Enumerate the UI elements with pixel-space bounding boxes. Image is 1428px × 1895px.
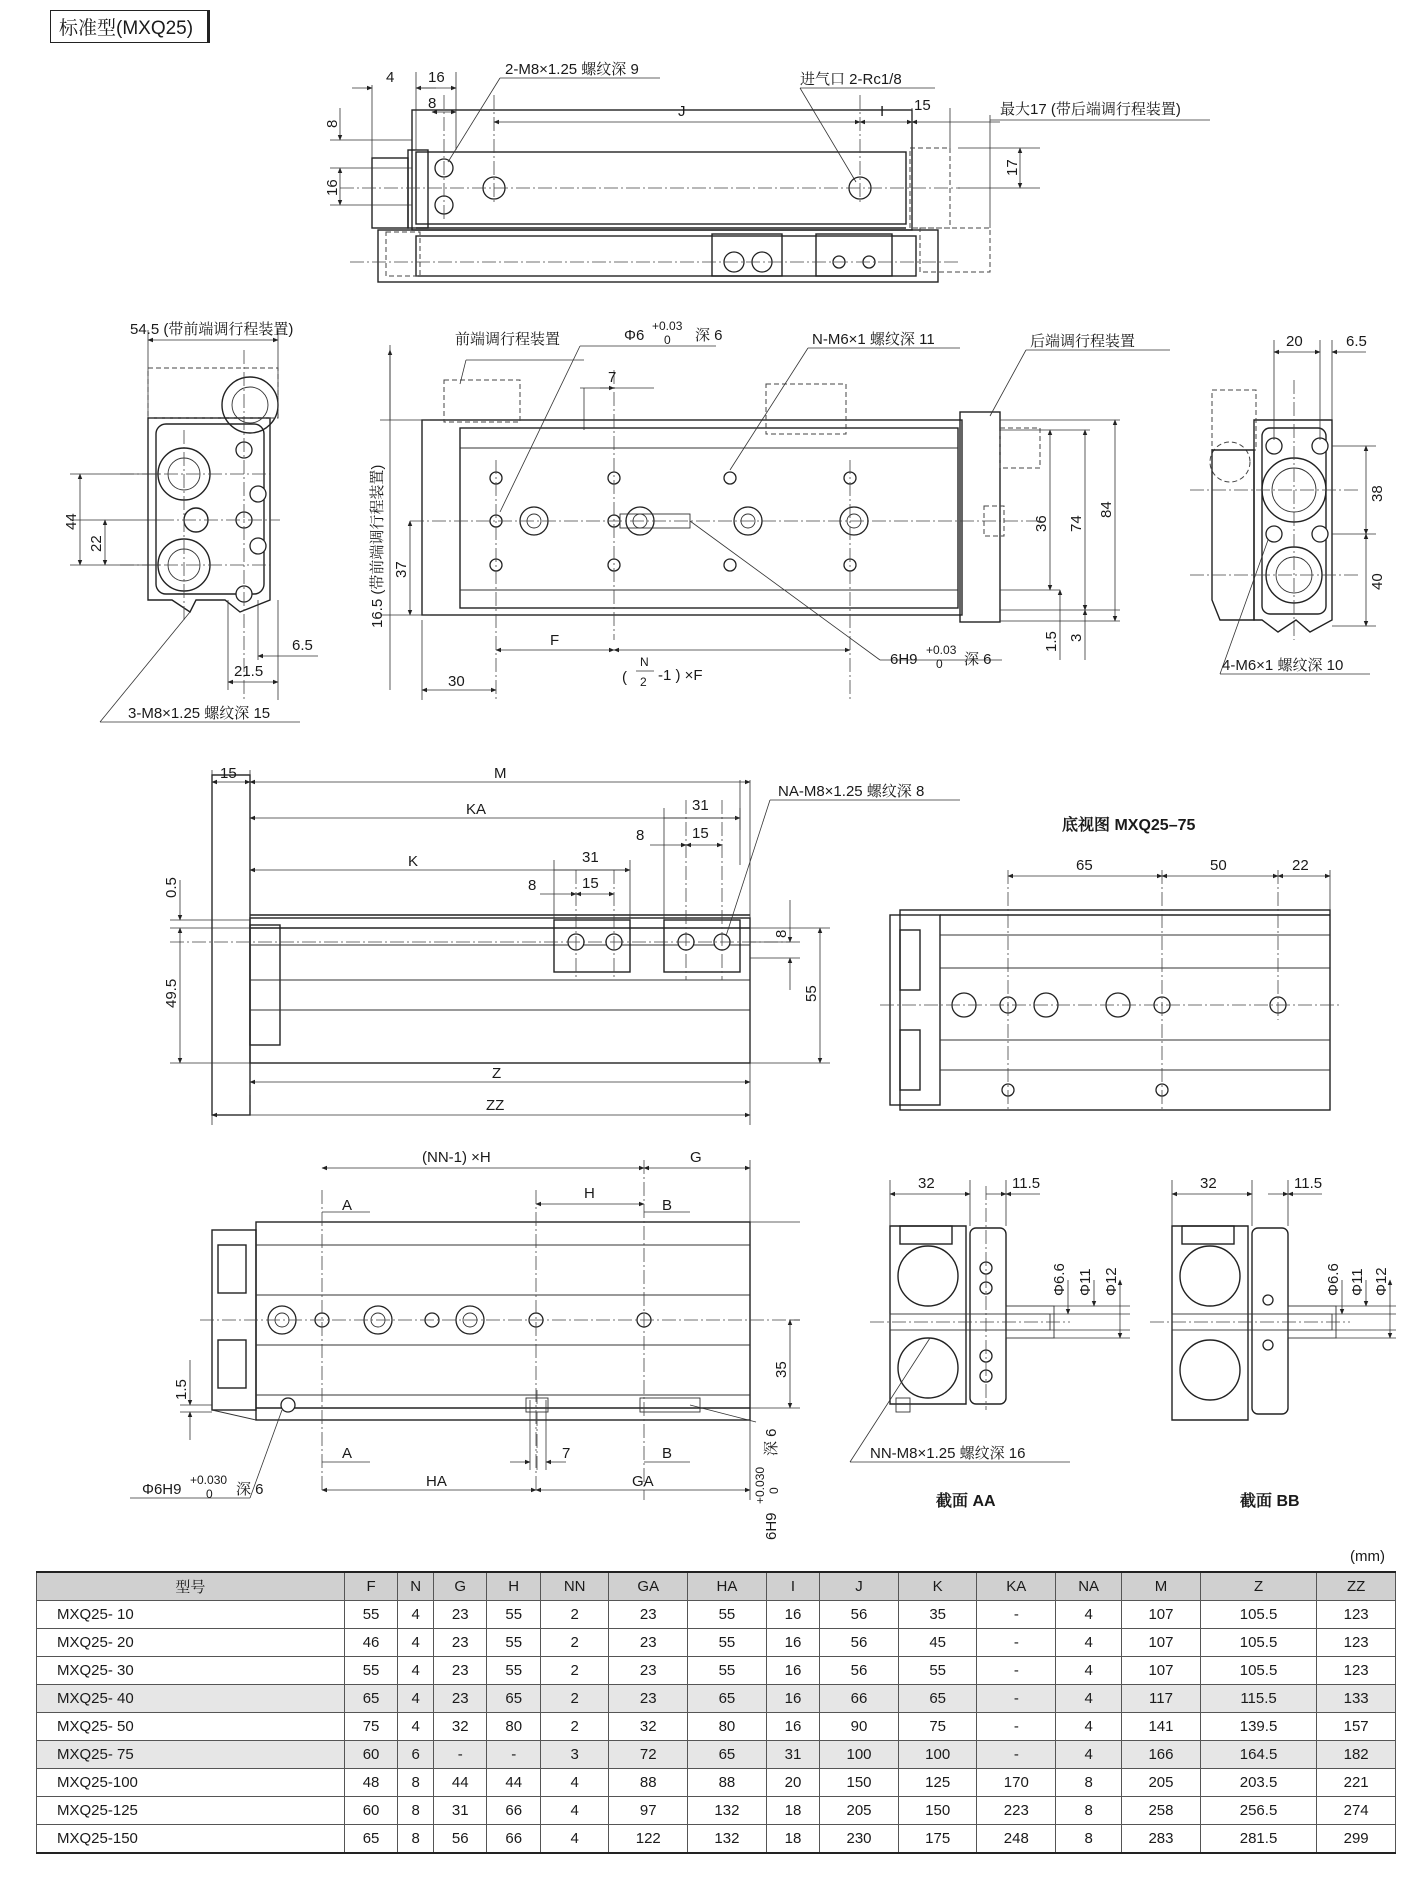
table-cell: 175 — [898, 1825, 977, 1854]
dim-label: 32 — [1200, 1175, 1217, 1192]
table-cell: 23 — [434, 1685, 487, 1713]
end-view-right — [1190, 333, 1386, 674]
table-cell: 258 — [1122, 1797, 1201, 1825]
table-cell: 55 — [344, 1657, 397, 1685]
table-cell: 203.5 — [1200, 1769, 1316, 1797]
table-cell: 55 — [688, 1601, 767, 1629]
dim-label: 8 — [324, 119, 341, 128]
dim-label: B — [662, 1445, 673, 1462]
dim-label: Φ11 — [1349, 1268, 1366, 1296]
table-cell: 97 — [609, 1797, 688, 1825]
dim-label: 35 — [773, 1361, 790, 1378]
view-title: 底视图 MXQ25–75 — [1062, 817, 1196, 834]
table-cell: 88 — [688, 1769, 767, 1797]
dim-label: 7 — [562, 1445, 571, 1462]
dim-label: 32 — [918, 1175, 935, 1192]
table-cell: 205 — [820, 1797, 899, 1825]
column-header: J — [820, 1572, 899, 1601]
table-cell: 4 — [1056, 1601, 1122, 1629]
table-cell: 6 — [398, 1741, 434, 1769]
top-view — [324, 61, 1210, 282]
table-cell: 100 — [820, 1741, 899, 1769]
dim-label: 21.5 — [234, 663, 264, 680]
callout-label: 深 6 — [695, 327, 723, 344]
lower-view — [130, 1149, 800, 1540]
callout-label: Φ6 — [624, 327, 645, 344]
dim-label: I — [880, 103, 885, 120]
table-cell: 170 — [977, 1769, 1056, 1797]
dim-label: 16 — [324, 179, 341, 196]
callout-label: 6H9 — [890, 651, 918, 668]
table-cell: 4 — [1056, 1713, 1122, 1741]
table-cell: 65 — [898, 1685, 977, 1713]
dim-label: 37 — [393, 561, 410, 578]
table-cell: 35 — [898, 1601, 977, 1629]
column-header: I — [766, 1572, 819, 1601]
table-cell: 16 — [766, 1713, 819, 1741]
callout-label: 后端调行程装置 — [1030, 333, 1136, 350]
table-cell: 23 — [434, 1601, 487, 1629]
formula-paren: ( — [622, 669, 627, 686]
table-cell: 23 — [609, 1629, 688, 1657]
model-cell: MXQ25- 20 — [37, 1629, 345, 1657]
tolerance: 0 — [936, 657, 943, 671]
dim-label: 15 — [692, 825, 709, 842]
table-cell: 65 — [487, 1685, 540, 1713]
front-view-holes — [490, 472, 868, 571]
dim-label: 6.5 — [292, 637, 313, 654]
callout-label: 6H9 — [763, 1512, 780, 1540]
dim-label: 15 — [220, 765, 237, 782]
tolerance: +0.030 — [190, 1473, 228, 1487]
column-header: NN — [540, 1572, 609, 1601]
tolerance: 0 — [206, 1487, 213, 1501]
table-cell: 66 — [487, 1825, 540, 1854]
table-cell: - — [977, 1713, 1056, 1741]
column-header: G — [434, 1572, 487, 1601]
table-row — [37, 1797, 1396, 1825]
table-cell: 8 — [398, 1797, 434, 1825]
table-cell: 18 — [766, 1797, 819, 1825]
table-cell: 32 — [609, 1713, 688, 1741]
callout-label: 3-M8×1.25 螺纹深 15 — [128, 705, 271, 722]
table-cell: 105.5 — [1200, 1601, 1316, 1629]
dim-label: 1.5 — [173, 1379, 190, 1400]
table-cell: 274 — [1317, 1797, 1396, 1825]
table-cell: 107 — [1122, 1629, 1201, 1657]
table-cell: 66 — [487, 1797, 540, 1825]
table-row — [37, 1657, 1396, 1685]
dim-label: 49.5 — [163, 978, 180, 1008]
dim-label: 22 — [1292, 857, 1309, 874]
column-header: KA — [977, 1572, 1056, 1601]
dim-label: ZZ — [486, 1097, 505, 1114]
dim-label: J — [678, 103, 686, 120]
model-cell: MXQ25-100 — [37, 1769, 345, 1797]
table-cell: 4 — [398, 1713, 434, 1741]
table-cell: 105.5 — [1200, 1629, 1316, 1657]
callout-label: 深 6 — [763, 1428, 780, 1456]
column-header: ZZ — [1317, 1572, 1396, 1601]
column-header: K — [898, 1572, 977, 1601]
table-cell: 4 — [398, 1601, 434, 1629]
table-cell: 107 — [1122, 1601, 1201, 1629]
table-row — [37, 1825, 1396, 1854]
dim-label: A — [342, 1445, 353, 1462]
table-row — [37, 1601, 1396, 1629]
dim-label: 1.5 — [1043, 631, 1060, 652]
callout-label: NA-M8×1.25 螺纹深 8 — [778, 783, 925, 800]
table-cell: 32 — [434, 1713, 487, 1741]
table-cell: 23 — [434, 1657, 487, 1685]
table-cell: 230 — [820, 1825, 899, 1854]
column-header: HA — [688, 1572, 767, 1601]
dim-label: 20 — [1286, 333, 1303, 350]
dim-label: GA — [632, 1473, 654, 1490]
dimension-table — [36, 1571, 1396, 1854]
tolerance: 0 — [767, 1487, 781, 1494]
table-cell: 4 — [1056, 1629, 1122, 1657]
table-cell: 117 — [1122, 1685, 1201, 1713]
table-cell: 2 — [540, 1601, 609, 1629]
table-cell: 157 — [1317, 1713, 1396, 1741]
table-cell: 8 — [1056, 1797, 1122, 1825]
dim-label: 36 — [1033, 515, 1050, 532]
table-cell: - — [977, 1629, 1056, 1657]
table-cell: 55 — [898, 1657, 977, 1685]
table-cell: 132 — [688, 1797, 767, 1825]
table-cell: 31 — [434, 1797, 487, 1825]
callout-label: 深 6 — [236, 1481, 264, 1498]
formula-rest: -1 ) ×F — [658, 667, 703, 684]
dim-label: 40 — [1369, 573, 1386, 590]
table-cell: 164.5 — [1200, 1741, 1316, 1769]
dim-label: Φ12 — [1103, 1267, 1120, 1296]
side-view — [163, 765, 960, 1125]
table-cell: 20 — [766, 1769, 819, 1797]
section-bb — [1150, 1175, 1396, 1510]
dim-label: 7 — [608, 369, 617, 386]
tolerance: +0.03 — [926, 643, 957, 657]
dim-label: 15 — [914, 97, 931, 114]
table-cell: 88 — [609, 1769, 688, 1797]
table-cell: 132 — [688, 1825, 767, 1854]
table-cell: 55 — [688, 1657, 767, 1685]
callout-label: 前端调行程装置 — [455, 331, 561, 348]
dim-label: 11.5 — [1012, 1175, 1041, 1192]
table-row — [37, 1741, 1396, 1769]
table-cell: 56 — [820, 1657, 899, 1685]
callout-label: 2-M8×1.25 螺纹深 9 — [505, 61, 639, 78]
table-cell: 248 — [977, 1825, 1056, 1854]
table-cell: 123 — [1317, 1601, 1396, 1629]
table-cell: 8 — [1056, 1769, 1122, 1797]
column-header: 型号 — [37, 1572, 345, 1601]
column-header: Z — [1200, 1572, 1316, 1601]
table-cell: 56 — [820, 1601, 899, 1629]
column-header: F — [344, 1572, 397, 1601]
table-cell: 75 — [344, 1713, 397, 1741]
table-cell: 105.5 — [1200, 1657, 1316, 1685]
table-cell: 299 — [1317, 1825, 1396, 1854]
table-row — [37, 1685, 1396, 1713]
table-cell: 16 — [766, 1601, 819, 1629]
dim-label: 65 — [1076, 857, 1093, 874]
table-cell: 3 — [540, 1741, 609, 1769]
table-cell: 90 — [820, 1713, 899, 1741]
model-cell: MXQ25- 10 — [37, 1601, 345, 1629]
dim-label: 11.5 — [1294, 1175, 1323, 1192]
dim-label: 50 — [1210, 857, 1227, 874]
formula-denominator: 2 — [640, 675, 647, 689]
table-cell: 45 — [898, 1629, 977, 1657]
table-header-row — [37, 1572, 1396, 1601]
table-cell: 8 — [398, 1769, 434, 1797]
table-cell: 48 — [344, 1769, 397, 1797]
dim-label: 17 — [1004, 159, 1021, 176]
section-aa — [850, 1175, 1130, 1510]
dim-label: 31 — [692, 797, 709, 814]
dim-label: 0.5 — [163, 877, 180, 898]
tolerance: +0.030 — [753, 1466, 767, 1504]
table-cell: 56 — [434, 1825, 487, 1854]
dim-label: 3 — [1068, 633, 1085, 642]
dim-label: H — [584, 1185, 595, 1202]
dim-label: 4 — [386, 69, 395, 86]
page-title: 标准型(MXQ25) — [50, 10, 210, 43]
table-cell: 4 — [398, 1657, 434, 1685]
callout-label: 4-M6×1 螺纹深 10 — [1222, 657, 1344, 674]
dim-label: KA — [466, 801, 487, 818]
table-cell: 123 — [1317, 1629, 1396, 1657]
dim-label: K — [408, 853, 419, 870]
dim-label: 16 — [428, 69, 445, 86]
dim-label: 8 — [636, 827, 645, 844]
dim-label: 8 — [428, 95, 437, 112]
table-cell: 107 — [1122, 1657, 1201, 1685]
table-cell: 65 — [688, 1685, 767, 1713]
dim-label: F — [550, 632, 560, 649]
table-cell: 223 — [977, 1797, 1056, 1825]
tolerance: 0 — [664, 333, 671, 347]
table-cell: - — [977, 1685, 1056, 1713]
table-cell: 72 — [609, 1741, 688, 1769]
dim-label: Φ6.6 — [1325, 1263, 1342, 1296]
table-cell: 55 — [487, 1629, 540, 1657]
table-cell: 80 — [688, 1713, 767, 1741]
table-cell: - — [434, 1741, 487, 1769]
dim-label: 30 — [448, 673, 465, 690]
dim-label: M — [494, 765, 507, 782]
table-cell: 44 — [487, 1769, 540, 1797]
table-cell: 283 — [1122, 1825, 1201, 1854]
table-cell: 46 — [344, 1629, 397, 1657]
table-cell: 2 — [540, 1657, 609, 1685]
section-title: 截面 BB — [1240, 1493, 1300, 1510]
dim-label: 84 — [1098, 501, 1115, 518]
dim-label: 74 — [1068, 515, 1085, 532]
table-row — [37, 1769, 1396, 1797]
table-cell: 55 — [688, 1629, 767, 1657]
table-row — [37, 1629, 1396, 1657]
formula-numerator: N — [640, 655, 649, 669]
callout-label: NN-M8×1.25 螺纹深 16 — [870, 1445, 1026, 1462]
callout-label: N-M6×1 螺纹深 11 — [812, 331, 935, 348]
table-cell: - — [487, 1741, 540, 1769]
table-cell: 100 — [898, 1741, 977, 1769]
table-cell: 4 — [1056, 1685, 1122, 1713]
table-cell: 2 — [540, 1629, 609, 1657]
table-cell: 56 — [820, 1629, 899, 1657]
table-cell: 8 — [398, 1825, 434, 1854]
table-cell: 8 — [1056, 1825, 1122, 1854]
table-cell: 205 — [1122, 1769, 1201, 1797]
column-header: GA — [609, 1572, 688, 1601]
table-cell: 150 — [820, 1769, 899, 1797]
dim-label: 8 — [773, 929, 790, 938]
column-header: H — [487, 1572, 540, 1601]
table-cell: 65 — [344, 1825, 397, 1854]
column-header: NA — [1056, 1572, 1122, 1601]
dim-label: Φ11 — [1077, 1268, 1094, 1296]
table-cell: 281.5 — [1200, 1825, 1316, 1854]
table-cell: 44 — [434, 1769, 487, 1797]
table-cell: - — [977, 1657, 1056, 1685]
table-cell: 55 — [487, 1657, 540, 1685]
tolerance: +0.03 — [652, 319, 683, 333]
table-cell: - — [977, 1601, 1056, 1629]
dim-label: Φ6.6 — [1051, 1263, 1068, 1296]
table-cell: 31 — [766, 1741, 819, 1769]
table-cell: 23 — [609, 1657, 688, 1685]
table-cell: 2 — [540, 1713, 609, 1741]
table-cell: 139.5 — [1200, 1713, 1316, 1741]
dim-label: 8 — [528, 877, 537, 894]
front-view — [369, 319, 1170, 700]
table-cell: 80 — [487, 1713, 540, 1741]
table-cell: 4 — [398, 1629, 434, 1657]
table-cell: 221 — [1317, 1769, 1396, 1797]
table-cell: 75 — [898, 1713, 977, 1741]
dim-label: G — [690, 1149, 702, 1166]
table-cell: 16 — [766, 1685, 819, 1713]
table-cell: 18 — [766, 1825, 819, 1854]
table-cell: 55 — [487, 1601, 540, 1629]
dim-label: 44 — [63, 513, 80, 530]
model-cell: MXQ25- 30 — [37, 1657, 345, 1685]
table-cell: 141 — [1122, 1713, 1201, 1741]
callout-label: Φ6H9 — [142, 1481, 182, 1498]
table-cell: 2 — [540, 1685, 609, 1713]
callout-label: 最大17 (带后端调行程装置) — [1000, 101, 1181, 118]
model-cell: MXQ25- 40 — [37, 1685, 345, 1713]
dim-label: 16.5 (带前端调行程装置) — [369, 464, 386, 628]
table-cell: 4 — [540, 1797, 609, 1825]
dim-label: 15 — [582, 875, 599, 892]
table-cell: 60 — [344, 1797, 397, 1825]
model-cell: MXQ25- 75 — [37, 1741, 345, 1769]
callout-label: 深 6 — [964, 651, 992, 668]
dim-label: 6.5 — [1346, 333, 1367, 350]
table-cell: 16 — [766, 1657, 819, 1685]
dim-label: 31 — [582, 849, 599, 866]
table-cell: 256.5 — [1200, 1797, 1316, 1825]
table-cell: 16 — [766, 1629, 819, 1657]
dim-label: Z — [492, 1065, 502, 1082]
section-title: 截面 AA — [936, 1493, 996, 1510]
dim-label: B — [662, 1197, 673, 1214]
table-cell: 55 — [344, 1601, 397, 1629]
table-cell: 182 — [1317, 1741, 1396, 1769]
table-cell: 166 — [1122, 1741, 1201, 1769]
table-cell: - — [977, 1741, 1056, 1769]
dim-label: (NN-1) ×H — [422, 1149, 491, 1166]
table-cell: 4 — [398, 1685, 434, 1713]
table-cell: 23 — [609, 1601, 688, 1629]
dim-label: 38 — [1369, 485, 1386, 502]
table-cell: 122 — [609, 1825, 688, 1854]
table-cell: 65 — [688, 1741, 767, 1769]
dim-label: A — [342, 1197, 353, 1214]
model-cell: MXQ25- 50 — [37, 1713, 345, 1741]
dim-label: 54.5 (带前端调行程装置) — [130, 321, 294, 338]
dim-label: Φ12 — [1373, 1267, 1390, 1296]
table-cell: 123 — [1317, 1657, 1396, 1685]
table-cell: 4 — [540, 1825, 609, 1854]
table-cell: 23 — [609, 1685, 688, 1713]
callout-label: 进气口 2-Rc1/8 — [800, 71, 902, 88]
dim-label: HA — [426, 1473, 447, 1490]
table-cell: 150 — [898, 1797, 977, 1825]
table-row — [37, 1713, 1396, 1741]
end-view-left — [63, 321, 318, 722]
model-cell: MXQ25-150 — [37, 1825, 345, 1854]
column-header: M — [1122, 1572, 1201, 1601]
table-cell: 4 — [1056, 1657, 1122, 1685]
column-header: N — [398, 1572, 434, 1601]
table-cell: 115.5 — [1200, 1685, 1316, 1713]
dim-label: 22 — [88, 535, 105, 552]
table-cell: 23 — [434, 1629, 487, 1657]
table-cell: 4 — [540, 1769, 609, 1797]
unit-label: (mm) — [1350, 1548, 1385, 1565]
table-cell: 60 — [344, 1741, 397, 1769]
table-cell: 125 — [898, 1769, 977, 1797]
table-cell: 66 — [820, 1685, 899, 1713]
table-cell: 4 — [1056, 1741, 1122, 1769]
table-cell: 133 — [1317, 1685, 1396, 1713]
bottom-view — [880, 815, 1340, 1110]
table-cell: 65 — [344, 1685, 397, 1713]
model-cell: MXQ25-125 — [37, 1797, 345, 1825]
dim-label: 55 — [803, 985, 820, 1002]
